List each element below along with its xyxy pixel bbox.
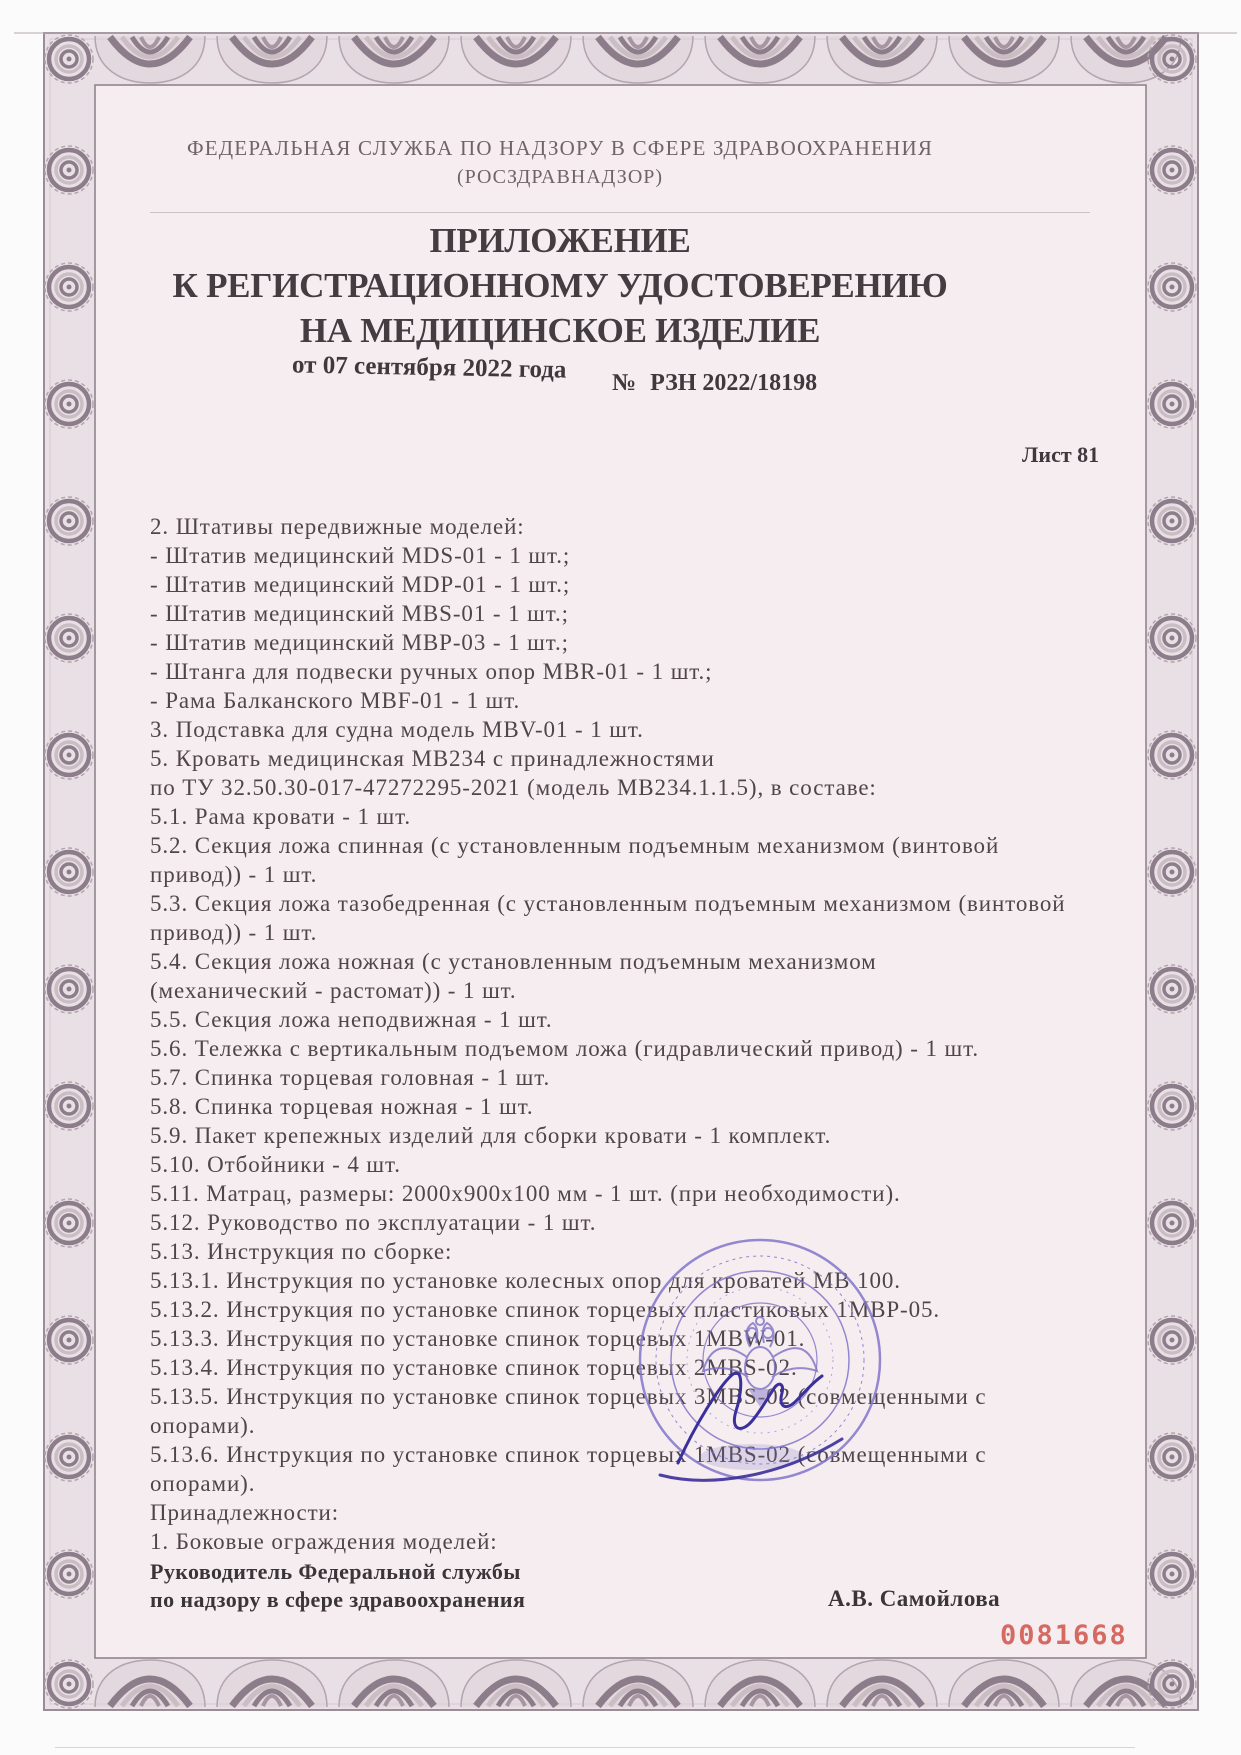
form-serial-number: 0081668 — [1000, 1620, 1128, 1651]
contents-line: 5.1. Рама кровати - 1 шт. — [150, 804, 412, 829]
scan-edge-line — [55, 1747, 1135, 1748]
contents-line: 5.13.2. Инструкция по установке спинок торцевых пластиковых 1МВР-05. — [150, 1297, 941, 1322]
header-divider — [150, 212, 1090, 213]
contents-line: 5.12. Руководство по эксплуатации - 1 шт. — [150, 1210, 597, 1235]
contents-line: 5.3. Секция ложа тазобедренная (с установленным подъемным механизмом (винтовой — [150, 891, 1066, 916]
contents-line: привод)) - 1 шт. — [150, 920, 318, 945]
contents-line: 5.4. Секция ложа ножная (с установленным подъемным механизмом — [150, 949, 877, 974]
contents-line: - Штатив медицинский MDS-01 - 1 шт.; — [150, 543, 571, 568]
contents-line: 5.6. Тележка с вертикальным подъемом ложа (гидравлический привод) - 1 шт. — [150, 1036, 980, 1061]
registration-number — [612, 370, 817, 397]
official-stamp — [600, 1225, 920, 1505]
contents-line: 5.13.4. Инструкция по установке спинок торцевых 2MBS-02. — [150, 1355, 798, 1380]
contents-line: по ТУ 32.50.30-017-47272295-2021 (модель МВ234.1.1.5), в составе: — [150, 775, 877, 800]
agency-name: ФЕДЕРАЛЬНАЯ СЛУЖБА ПО НАДЗОРУ В СФЕРЕ ЗДРАВООХРАНЕНИЯ — [186, 136, 934, 160]
signer-title-line2: по надзору в сфере здравоохранения — [150, 1587, 526, 1612]
contents-line: 5. Кровать медицинская МВ234 с принадлежностями — [150, 746, 715, 771]
contents-line: (механический - растомат)) - 1 шт. — [150, 978, 517, 1003]
document-title-line2: К РЕГИСТРАЦИОННОМУ УДОСТОВЕРЕНИЮ — [172, 266, 948, 305]
number-sign: № — [612, 370, 637, 396]
issue-date: от 07 сентября 2022 года — [291, 351, 567, 384]
contents-line: 5.7. Спинка торцевая головная - 1 шт. — [150, 1065, 551, 1090]
number-value: РЗН 2022/18198 — [650, 370, 818, 396]
contents-line: 5.13.6. Инструкция по установке спинок торцевых 1MBS-02 (совмещенными с — [150, 1442, 987, 1467]
contents-line: 5.13.1. Инструкция по установке колесных опор для кроватей МВ 100. — [150, 1268, 901, 1293]
contents-line: - Рама Балканского MBF-01 - 1 шт. — [150, 688, 521, 713]
document-title-line1: ПРИЛОЖЕНИЕ — [429, 221, 691, 260]
signer-name: А.В. Самойлова — [828, 1586, 1001, 1611]
contents-line: 5.8. Спинка торцевая ножная - 1 шт. — [150, 1094, 534, 1119]
eagle-emblem — [703, 1317, 817, 1405]
contents-line: - Штатив медицинский MBS-01 - 1 шт.; — [150, 601, 569, 626]
contents-line: привод)) - 1 шт. — [150, 862, 318, 887]
contents-line: 5.10. Отбойники - 4 шт. — [150, 1152, 401, 1177]
contents-line: опорами). — [150, 1471, 256, 1496]
signer-title-line1: Руководитель Федеральной службы — [150, 1559, 521, 1584]
contents-line: Принадлежности: — [150, 1500, 340, 1525]
contents-line: - Штатив медицинский MDP-01 - 1 шт.; — [150, 572, 571, 597]
contents-line: 5.9. Пакет крепежных изделий для сборки кровати - 1 комплект. — [150, 1123, 832, 1148]
contents-line: 5.13.5. Инструкция по установке спинок торцевых 3MBS-02 (совмещенными с — [150, 1384, 987, 1409]
contents-line: 5.11. Матрац, размеры: 2000х900х100 мм - 1 шт. (при необходимости). — [150, 1181, 901, 1206]
sheet-number: Лист 81 — [1022, 442, 1100, 467]
contents-line: 5.2. Секция ложа спинная (с установленным подъемным механизмом (винтовой — [150, 833, 1000, 858]
contents-line: 1. Боковые ограждения моделей: — [150, 1529, 498, 1554]
contents-line: - Штанга для подвески ручных опор MBR-01 - 1 шт.; — [150, 659, 713, 684]
contents-line: 3. Подставка для судна модель MBV-01 - 1 шт. — [150, 717, 644, 742]
agency-short-name: (РОСЗДРАВНАДЗОР) — [456, 166, 664, 188]
contents-line: 2. Штативы передвижные моделей: — [150, 514, 525, 539]
document-title-line3: НА МЕДИЦИНСКОЕ ИЗДЕЛИЕ — [299, 311, 821, 350]
contents-line: 5.13. Инструкция по сборке: — [150, 1239, 453, 1264]
contents-line: 5.5. Секция ложа неподвижная - 1 шт. — [150, 1007, 553, 1032]
contents-line: опорами). — [150, 1413, 256, 1438]
contents-line: 5.13.3. Инструкция по установке спинок торцевых 1MBW-01. — [150, 1326, 806, 1351]
signer-title — [150, 1558, 525, 1614]
contents-line: - Штатив медицинский MBP-03 - 1 шт.; — [150, 630, 569, 655]
